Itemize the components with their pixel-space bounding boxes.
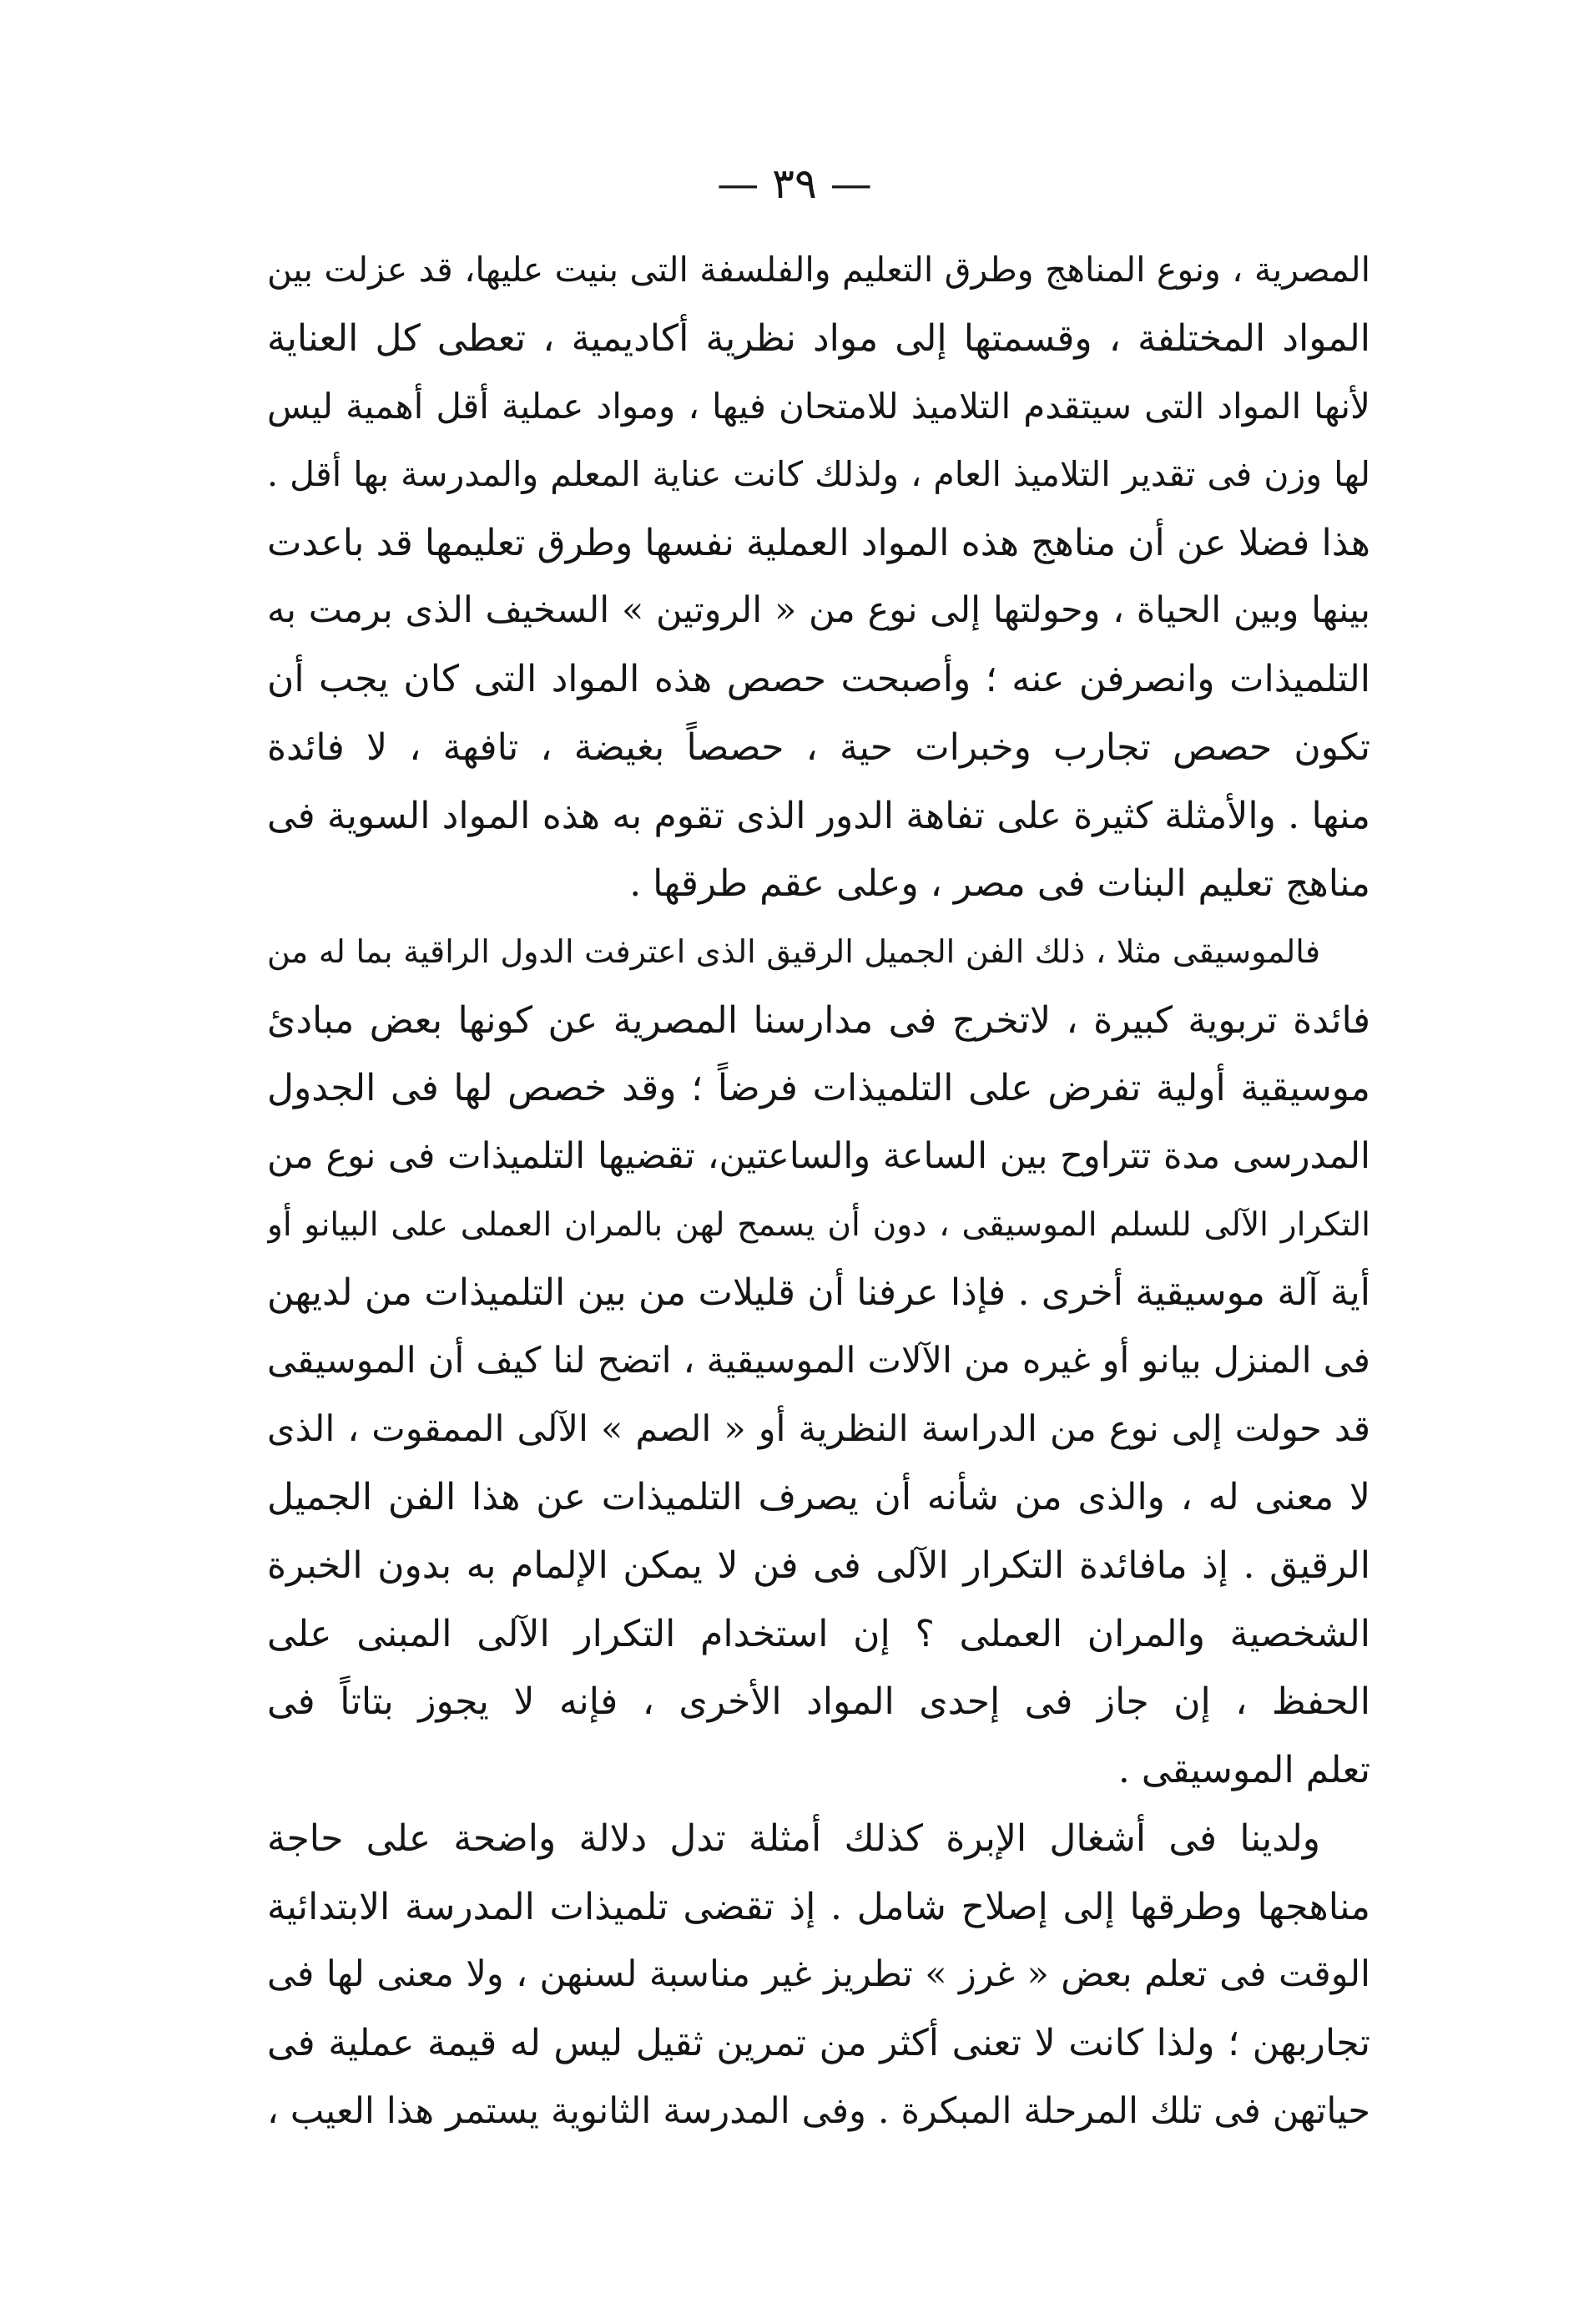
text-line: التلميذات وانصرفن عنه ؛ وأصبحت حصص هذه المواد التى كان يجب أن (267, 658, 1370, 701)
text-line: تعلم الموسيقى . (1117, 1749, 1370, 1792)
text-line: الوقت فى تعلم بعض « غرز » تطريز غير مناسبة لسنهن ، ولا معنى لها فى (267, 1953, 1370, 1996)
text-line: موسيقية أولية تفرض على التلميذات فرضاً ؛ وقد خصص لها فى الجدول (267, 1067, 1370, 1110)
text-line: مناهجها وطرقها إلى إصلاح شامل . إذ تقضى تلميذات المدرسة الابتدائية (267, 1885, 1370, 1928)
text-line: المدرسى مدة تتراوح بين الساعة والساعتين، تقضيها التلميذات فى نوع من (267, 1134, 1370, 1177)
text-line: لا معنى له ، والذى من شأنه أن يصرف التلميذات عن هذا الفن الجميل (267, 1476, 1370, 1519)
text-line: المواد المختلفة ، وقسمتها إلى مواد نظرية أكاديمية ، تعطى كل العناية (267, 316, 1370, 360)
text-line: فالموسيقى مثلا ، ذلك الفن الجميل الرقيق الذى اعترفت الدول الراقية بما له من (267, 932, 1320, 970)
text-line: فائدة تربوية كبيرة ، لاتخرج فى مدارسنا المصرية عن كونها بعض مبادئ (267, 998, 1370, 1042)
text-line: منها . والأمثلة كثيرة على تفاهة الدور الذى تقوم به هذه المواد السوية فى (267, 794, 1370, 837)
text-line: فى المنزل بيانو أو غيره من الآلات الموسيقية ، اتضح لنا كيف أن الموسيقى (267, 1340, 1370, 1382)
text-line: هذا فضلا عن أن مناهج هذه المواد العملية نفسها وطرق تعليمها قد باعدت (267, 521, 1370, 564)
text-line: التكرار الآلى للسلم الموسيقى ، دون أن يسمح لهن بالمران العملى على البيانو أو (267, 1205, 1370, 1244)
text-line: المصرية ، ونوع المناهج وطرق التعليم والفلسفة التى بنيت عليها، قد عزلت بين (267, 250, 1370, 290)
text-line: الشخصية والمران العملى ؟ إن استخدام التكرار الآلى المبنى على (267, 1612, 1370, 1655)
text-line: الحفظ ، إن جاز فى إحدى المواد الأخرى ، فإنه لا يجوز بتاتاً فى (267, 1680, 1370, 1724)
body-text (267, 236, 1370, 2145)
text-line: مناهج تعليم البنات فى مصر ، وعلى عقم طرقها . (629, 862, 1370, 906)
text-line: حياتهن فى تلك المرحلة المبكرة . وفى المدرسة الثانوية يستمر هذا العيب ، (267, 2089, 1370, 2132)
text-line: ولدينا فى أشغال الإبرة كذلك أمثلة تدل دلالة واضحة على حاجة (267, 1816, 1320, 1860)
text-line: تجاربهن ؛ ولذا كانت لا تعنى أكثر من تمرين ثقيل ليس له قيمة عملية فى (267, 2021, 1370, 2064)
text-line: لأنها المواد التى سيتقدم التلاميذ للامتحان فيها ، ومواد عملية أقل أهمية ليس (267, 386, 1370, 427)
text-line: الرقيق . إذ مافائدة التكرار الآلى فى فن لا يمكن الإلمام به بدون الخبرة (267, 1544, 1370, 1588)
text-line: بينها وبين الحياة ، وحولتها إلى نوع من « الروتين » السخيف الذى برمت به (267, 589, 1370, 632)
text-line: لها وزن فى تقدير التلاميذ العام ، ولذلك كانت عناية المعلم والمدرسة بها أقل . (267, 454, 1370, 495)
text-line: أية آلة موسيقية أخرى . فإذا عرفنا أن قليلات من بين التلميذات من لديهن (267, 1271, 1370, 1315)
text-line: قد حولت إلى نوع من الدراسة النظرية أو « الصم » الآلى الممقوت ، الذى (267, 1407, 1370, 1450)
text-line: تكون حصص تجارب وخبرات حية ، حصصاً بغيضة ، تافهة ، لا فائدة (267, 725, 1370, 769)
page-number: — ٣٩ — (717, 159, 872, 208)
